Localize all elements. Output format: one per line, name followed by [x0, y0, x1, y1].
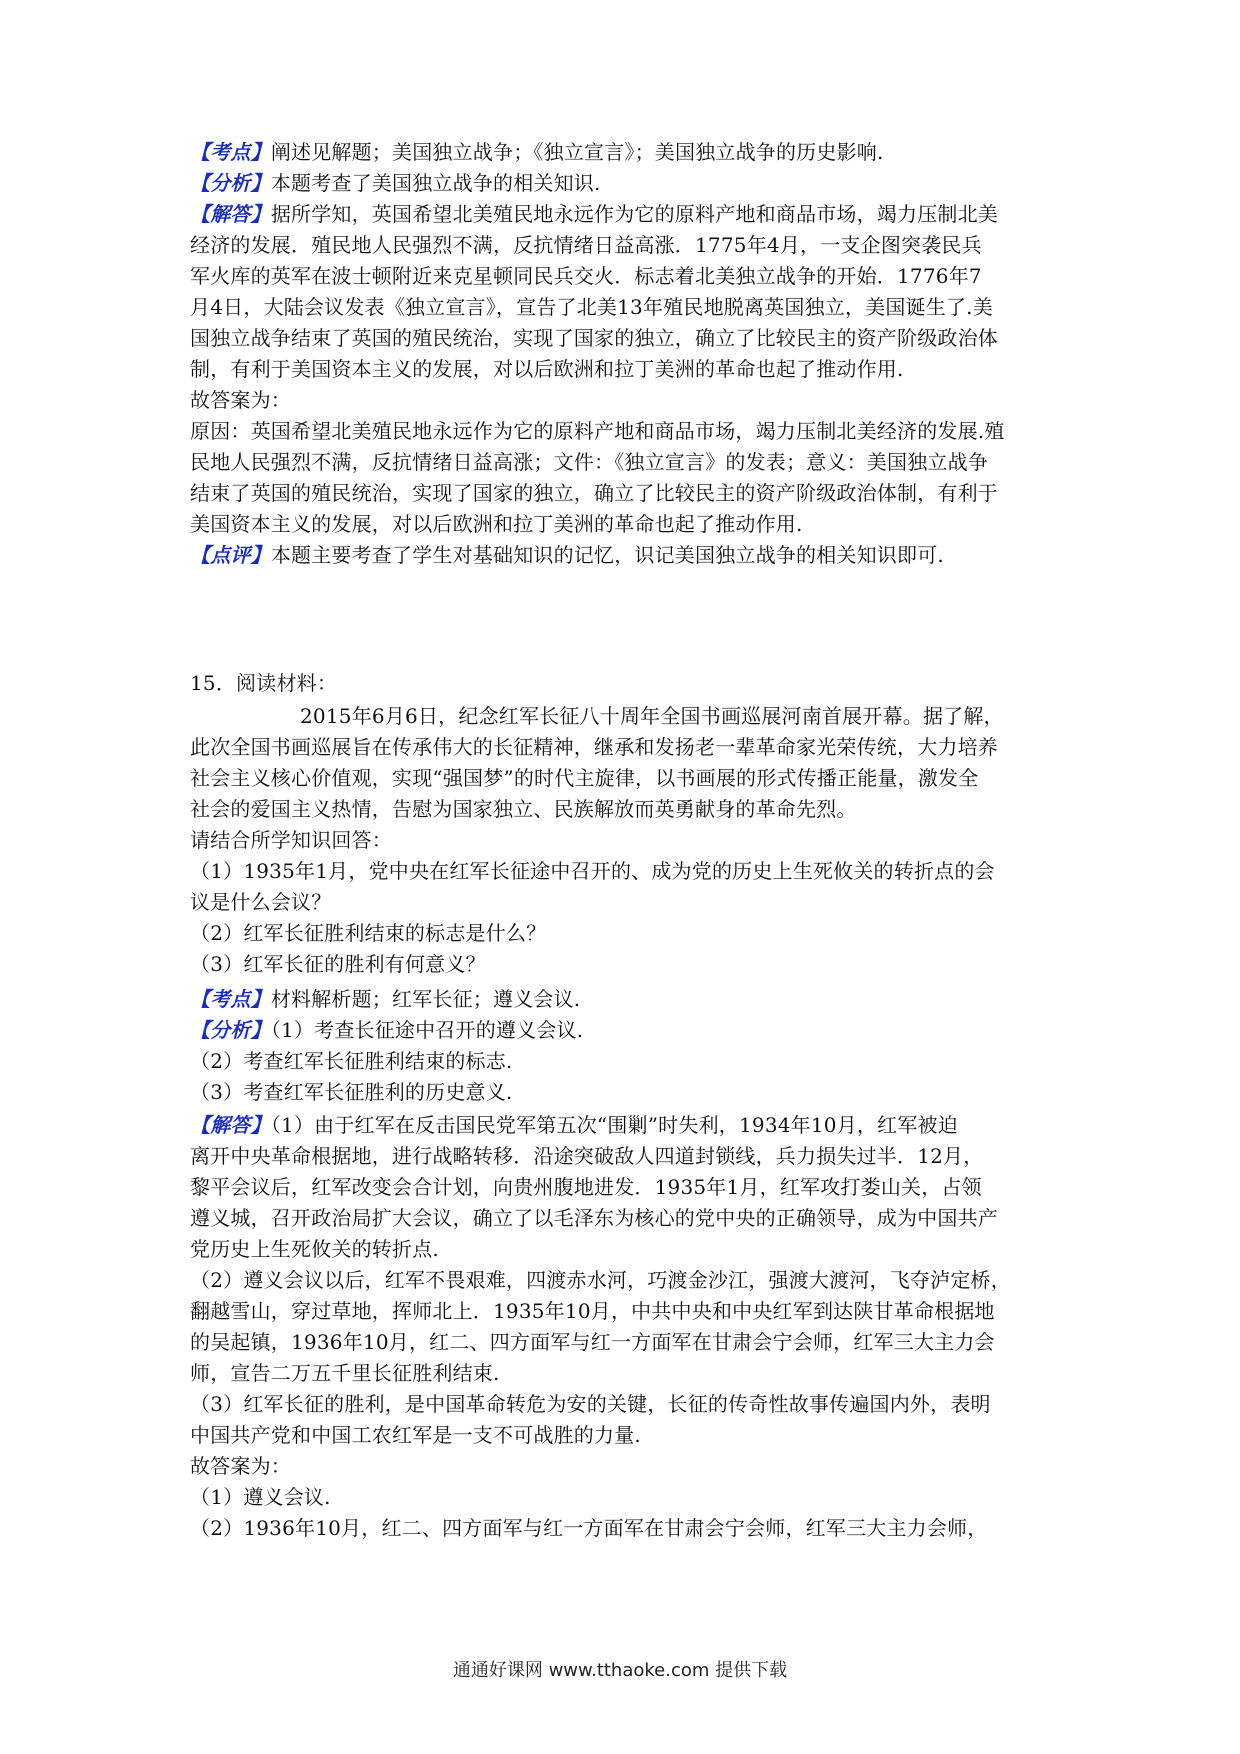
q15-answer-line-1: （2）1936年10月，红二、四方面军与红一方面军在甘肃会宁会师，红军三大主力会师，: [190, 1516, 988, 1540]
q15-fenxi-line-2: （3）考查红军长征胜利的历史意义.: [190, 1080, 513, 1104]
q14-dianping-tag: 【点评】: [190, 543, 271, 567]
q15-jieda-line-9: 中国共产党和中国工农红军是一支不可战胜的力量.: [190, 1423, 641, 1447]
q15-question-line-0: （1）1935年1月，党中央在红军长征途中召开的、成为党的历史上生死攸关的转折点的会: [190, 859, 995, 883]
q14-jieda-line-1: 经济的发展．殖民地人民强烈不满，反抗情绪日益高涨．1775年4月，一支企图突袭民兵: [190, 233, 982, 257]
q15-material-line-2: 社会主义核心价值观，实现“强国梦”的时代主旋律，以书画展的形式传播正能量，激发全: [190, 766, 979, 790]
q15-jieda-line-7: 师，宣告二万五千里长征胜利结束.: [190, 1361, 500, 1385]
q15-jieda-line-4: （2）遵义会议以后，红军不畏艰难，四渡赤水河，巧渡金沙江，强渡大渡河，飞夺泸定桥，: [190, 1268, 1011, 1292]
q15-jieda-line-6: 的吴起镇，1936年10月，红二、四方面军与红一方面军在甘肃会宁会师，红军三大主力会: [190, 1330, 995, 1354]
q15-jieda-line-1: 黎平会议后，红军改变会合计划，向贵州腹地进发．1935年1月，红军攻打娄山关，占领: [190, 1175, 982, 1199]
q14-fenxi-text: 本题考查了美国独立战争的相关知识.: [270, 171, 601, 195]
q14-jieda-tag: 【解答】: [190, 202, 271, 226]
q14-dianping-text: 本题主要考查了学生对基础知识的记忆，识记美国独立战争的相关知识即可.: [270, 543, 944, 567]
q14-jieda-line-2: 军火库的英军在波士顿附近来克星顿同民兵交火．标志着北美独立战争的开始．1776年7: [190, 264, 982, 288]
q15-answer-line-0: （1）遵义会议.: [190, 1485, 331, 1509]
q14-answer-intro: 故答案为：: [190, 388, 291, 412]
q14-jieda: [190, 197, 1060, 231]
q15-jieda-line-5: 翻越雪山，穿过草地，挥师北上．1935年10月，中共中央和中央红军到达陕甘革命根据地: [190, 1299, 995, 1323]
q15-jieda-line-0: 离开中央革命根据地，进行战略转移．沿途突破敌人四道封锁线，兵力损失过半．12月，: [190, 1144, 984, 1168]
q15-prompt: 请结合所学知识回答：: [190, 828, 392, 852]
q14-fenxi-tag: 【分析】: [190, 171, 271, 195]
q14-jieda-line-4: 国独立战争结束了英国的殖民统治，实现了国家的独立，确立了比较民主的资产阶级政治体: [190, 326, 998, 350]
q14-dianping: [190, 538, 1060, 572]
q15-kaodian-text: 材料解析题；红军长征；遵义会议.: [270, 987, 581, 1011]
q15-jieda: [190, 1108, 1060, 1142]
q15-fenxi-tag: 【分析】: [190, 1018, 271, 1042]
q15-fenxi-text: （1）考查长征途中召开的遵义会议.: [270, 1018, 584, 1042]
q15-fenxi-line-1: （2）考查红军长征胜利结束的标志.: [190, 1049, 513, 1073]
q14-answer-line-2: 结束了英国的殖民统治，实现了国家的独立，确立了比较民主的资产阶级政治体制，有利于: [190, 481, 998, 505]
q15-kaodian: [190, 982, 1060, 1016]
q15-material-line-1: 此次全国书画巡展旨在传承伟大的长征精神，继承和发扬老一辈革命家光荣传统，大力培养: [190, 735, 998, 759]
q14-kaodian-tag: 【考点】: [190, 140, 271, 164]
q15-jieda-text: （1）由于红军在反击国民党军第五次“围剿”时失利，1934年10月，红军被迫: [270, 1113, 958, 1137]
q14-fenxi: [190, 166, 1060, 200]
page-footer: 通通好课网 www.tthaoke.com 提供下载: [452, 1660, 788, 1681]
q15-question-line-2: （2）红军长征胜利结束的标志是什么？: [190, 921, 547, 945]
q15-kaodian-tag: 【考点】: [190, 987, 271, 1011]
q14-kaodian: [190, 135, 1060, 169]
q15-jieda-line-8: （3）红军长征的胜利，是中国革命转危为安的关键，长征的传奇性故事传遍国内外，表明: [190, 1392, 991, 1416]
q15-jieda-line-3: 党历史上生死攸关的转折点.: [190, 1237, 439, 1261]
q14-answer-line-3: 美国资本主义的发展，对以后欧洲和拉丁美洲的革命也起了推动作用.: [190, 512, 803, 536]
q15-jieda-tag: 【解答】: [190, 1113, 271, 1137]
q14-answer-line-1: 民地人民强烈不满，反抗情绪日益高涨；文件：《独立宣言》的发表；意义：美国独立战争: [190, 450, 988, 474]
q15-answer-intro: 故答案为：: [190, 1454, 291, 1478]
q15-fenxi: [190, 1013, 1060, 1047]
q14-answer-line-0: 原因：英国希望北美殖民地永远作为它的原料产地和商品市场，竭力压制北美经济的发展.殖: [190, 419, 1005, 443]
q15-question-line-1: 议是什么会议？: [190, 890, 332, 914]
q15-jieda-line-2: 遵义城，召开政治局扩大会议，确立了以毛泽东为核心的党中央的正确领导，成为中国共产: [190, 1206, 998, 1230]
q15-material-line-0: 2015年6月6日，纪念红军长征八十周年全国书画巡展河南首展开幕。据了解，: [300, 704, 1004, 728]
q14-kaodian-text: 阐述见解题；美国独立战争；《独立宣言》；美国独立战争的历史影响.: [270, 140, 884, 164]
q14-jieda-line-5: 制，有利于美国资本主义的发展，对以后欧洲和拉丁美洲的革命也起了推动作用.: [190, 357, 904, 381]
q15-material-line-3: 社会的爱国主义热情，告慰为国家独立、民族解放而英勇献身的革命先烈。: [190, 797, 857, 821]
q14-jieda-line-0: 据所学知，英国希望北美殖民地永远作为它的原料产地和商品市场，竭力压制北美: [270, 202, 999, 226]
q15-question-line-3: （3）红军长征的胜利有何意义？: [190, 952, 486, 976]
q14-jieda-line-3: 月4日，大陆会议发表《独立宣言》，宣告了北美13年殖民地脱离英国独立，美国诞生了.美: [190, 295, 993, 319]
q15-heading: 15．阅读材料：: [190, 671, 338, 695]
